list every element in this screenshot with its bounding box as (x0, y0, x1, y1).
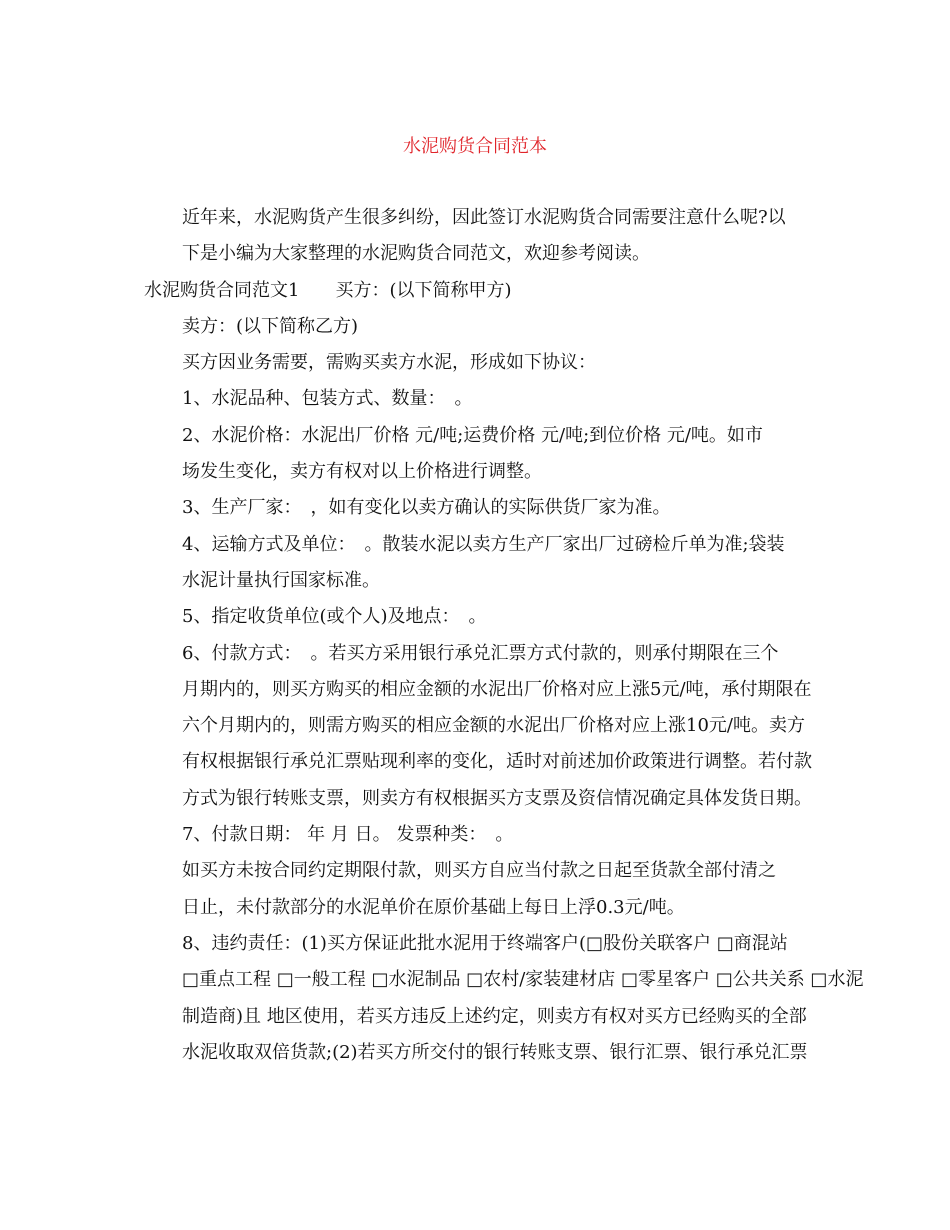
paragraph (144, 200, 812, 273)
text-line: 日止，未付款部分的水泥单价在原价基础上每日上浮0.3元/吨。 (182, 896, 685, 918)
text-line: 7、付款日期： 年 月 日。 发票种类： 。 (182, 824, 514, 846)
text-line: 1、水泥品种、包装方式、数量： 。 (182, 388, 473, 410)
text-line: □重点工程 □一般工程 □水泥制品 □农村/家装建材店 □零星客户 □公共关系 □水泥 (182, 969, 864, 991)
text-line: 制造商)且 地区使用，若买方违反上述约定，则卖方有权对买方已经购买的全部 (182, 1005, 807, 1027)
text-line: 月期内的，则买方购买的相应金额的水泥出厂价格对应上涨5元/吨，承付期限在 (182, 678, 812, 700)
document-body (144, 200, 864, 1071)
text-line: 六个月期内的，则需方购买的相应金额的水泥出厂价格对应上涨10元/吨。卖方 (182, 715, 805, 737)
text-line: 场发生变化，卖方有权对以上价格进行调整。 (182, 461, 542, 483)
paragraph (144, 926, 864, 1071)
document-title: 水泥购货合同范本 (403, 136, 547, 157)
text-line: 下是小编为大家整理的水泥购货合同范文，欢迎参考阅读。 (182, 243, 650, 265)
paragraph (144, 273, 812, 309)
text-line: 水泥收取双倍货款;(2)若买方所交付的银行转账支票、银行汇票、银行承兑汇票 (182, 1041, 808, 1063)
text-line: 8、违约责任：(1)买方保证此批水泥用于终端客户(□股份关联客户 □商混站 (182, 932, 788, 954)
paragraph (144, 853, 812, 926)
text-line: 买方因业务需要，需购买卖方水泥，形成如下协议： (182, 352, 596, 374)
text-line: 3、生产厂家： ，如有变化以卖方确认的实际供货厂家为准。 (182, 497, 671, 519)
text-line: 6、付款方式： 。若买方采用银行承兑汇票方式付款的，则承付期限在三个 (182, 642, 779, 664)
paragraph (144, 345, 812, 381)
paragraph (144, 636, 812, 817)
paragraph (144, 381, 812, 417)
text-line: 卖方：(以下简称乙方) (182, 315, 359, 337)
text-line: 水泥计量执行国家标准。 (182, 569, 380, 591)
paragraph (144, 599, 812, 635)
paragraph (144, 418, 812, 491)
text-line: 5、指定收货单位(或个人)及地点： 。 (182, 606, 487, 628)
text-line: 4、运输方式及单位： 。散装水泥以卖方生产厂家出厂过磅检斤单为准;袋装 (182, 533, 785, 555)
paragraph (144, 309, 812, 345)
text-line: 有权根据银行承兑汇票贴现利率的变化，适时对前述加价政策进行调整。若付款 (182, 751, 812, 773)
text-line: 方式为银行转账支票，则卖方有权根据买方支票及资信情况确定具体发货日期。 (182, 787, 812, 809)
text-line: 2、水泥价格：水泥出厂价格 元/吨;运费价格 元/吨;到位价格 元/吨。如市 (182, 424, 763, 446)
text-line: 水泥购货合同范文1 买方：(以下简称甲方) (144, 279, 512, 301)
paragraph (144, 817, 812, 853)
text-line: 近年来，水泥购货产生很多纠纷，因此签订水泥购货合同需要注意什么呢?以 (182, 207, 786, 228)
paragraph (144, 490, 812, 526)
text-line: 如买方未按合同约定期限付款，则买方自应当付款之日起至货款全部付清之 (182, 860, 776, 882)
paragraph (144, 527, 812, 600)
